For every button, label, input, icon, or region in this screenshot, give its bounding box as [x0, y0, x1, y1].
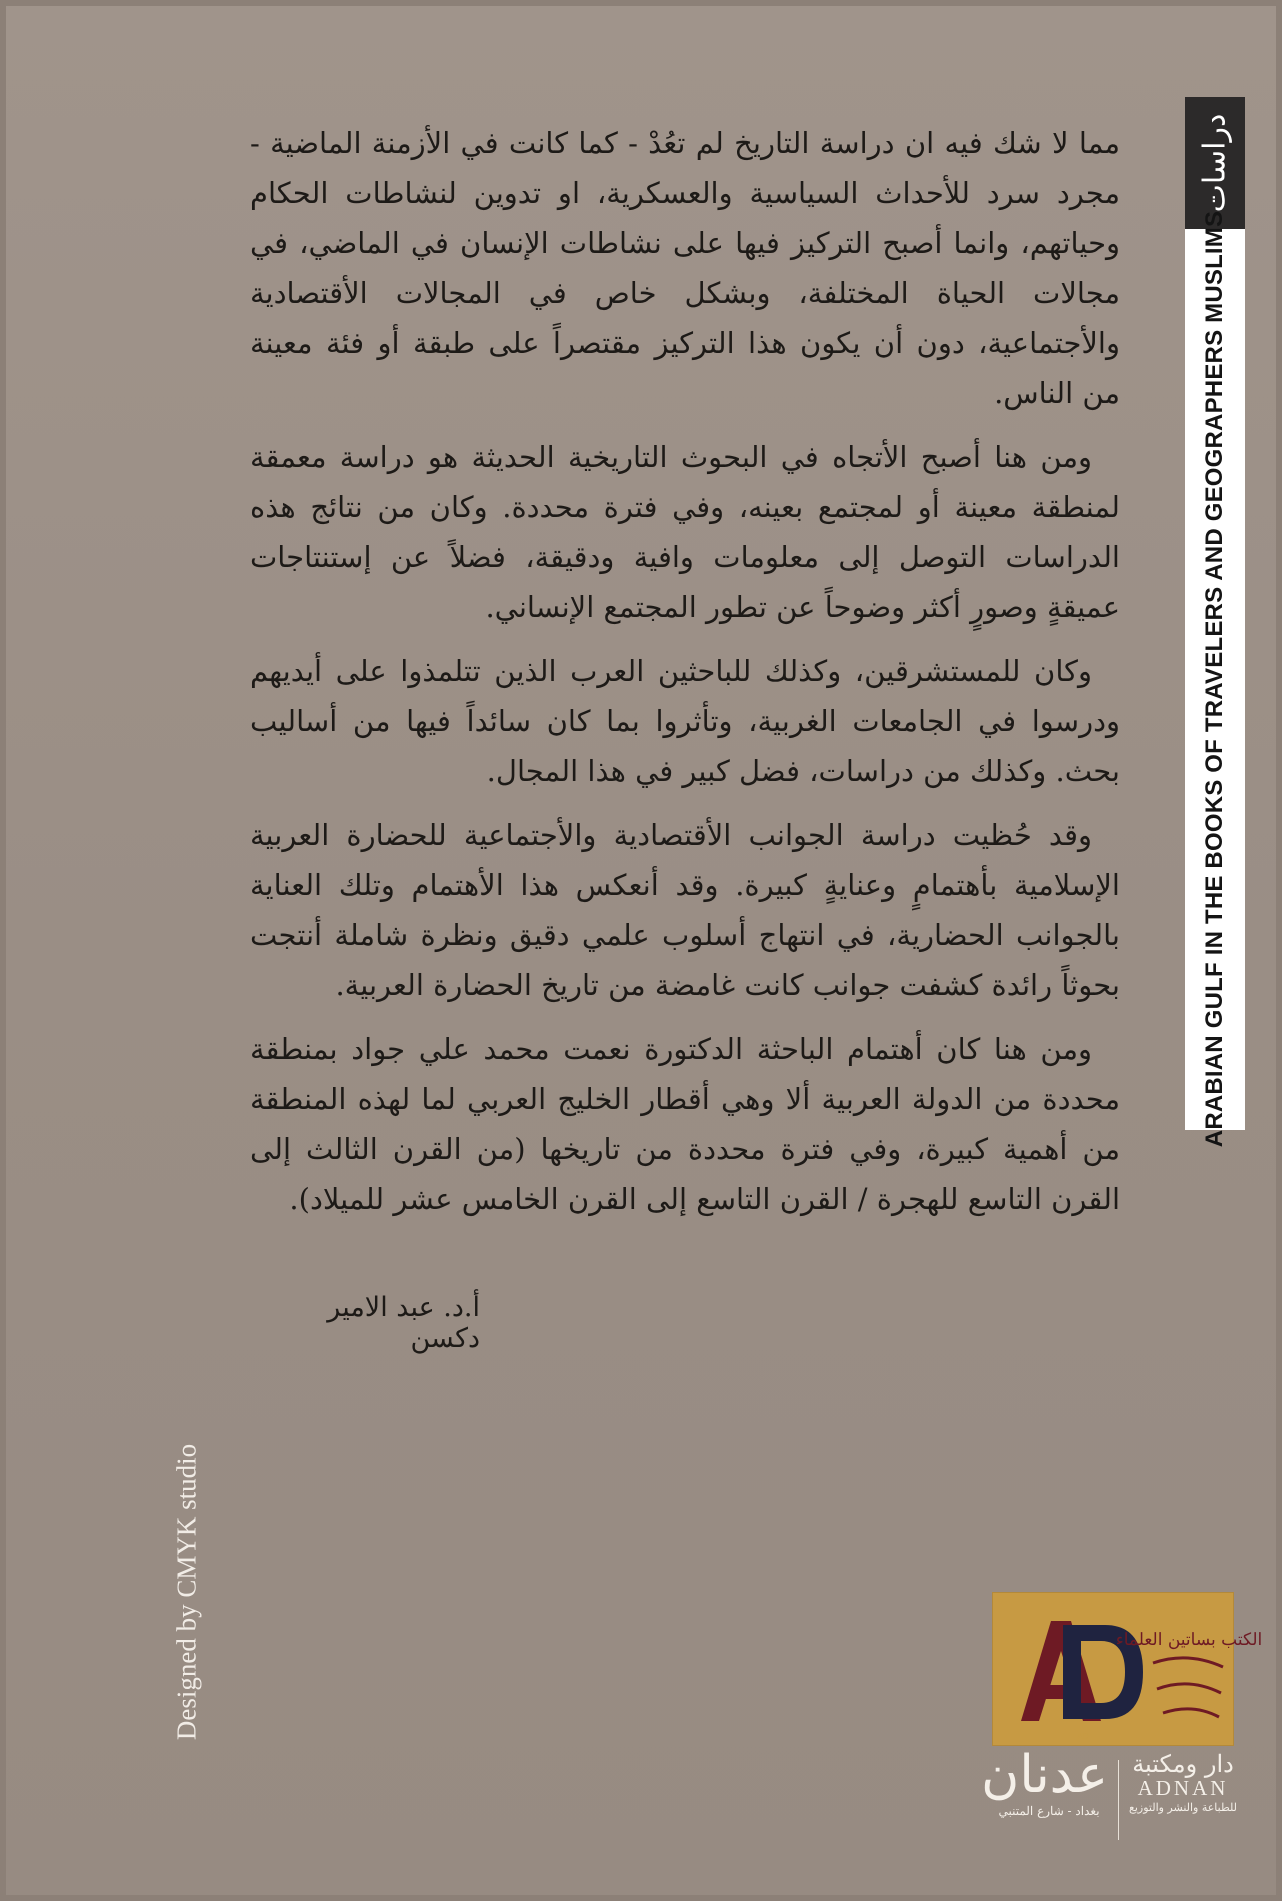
- designer-credit: Designed by CMYK studio: [171, 1443, 202, 1741]
- publisher-big-name: عدنان: [981, 1745, 1108, 1805]
- author-signature: [250, 1292, 1120, 1354]
- publisher-name-ar: دار ومكتبة: [1132, 1750, 1234, 1778]
- series-label-box: [1185, 97, 1245, 229]
- publisher-divider: [1118, 1760, 1119, 1840]
- blurb-paragraph-4: وقد حُظيت دراسة الجوانب الأقتصادية والأجتماعية للحضارة العربية الإسلامية بأهتمامٍ وعنايةٍ كبيرة. وقد أنعكس هذا الأهتمام وتلك العناية بالجوانب الحضارية، في انتهاج أسلوب علمي دقيق ونظرة شاملة أنتجت بحوثاً رائدة كشفت جوانب كانت غامضة من تاريخ الحضارة العربية.: [250, 818, 1120, 1002]
- series-label: دراسات: [1197, 113, 1233, 213]
- publisher-logo-mark: [993, 1593, 1263, 1745]
- blurb-paragraph-5: ومن هنا كان أهتمام الباحثة الدكتورة نعمت محمد علي جواد بمنطقة محددة من الدولة العربية ألا وهي أقطار الخليج العربي لما لهذه المنطقة من أهمية كبيرة، وفي فترة محددة من تاريخها (من القرن الثالث إلى القرن التاسع للهجرة / القرن التاسع إلى القرن الخامس عشر للميلاد).: [250, 1032, 1121, 1216]
- author-name: أ.د. عبد الامير دكسن: [327, 1292, 480, 1354]
- logo-calligraphy: الكتب بساتين العلماء: [1115, 1630, 1263, 1650]
- blurb-paragraph-1: مما لا شك فيه ان دراسة التاريخ لم تعُدْ - كما كانت في الأزمنة الماضية - مجرد سرد للأحداث السياسية والعسكرية، او تدوين لنشاطات الحكام وحياتهم، وانما أصبح التركيز فيها على نشاطات الإنسان في الماضي، في مجالات الحياة المختلفة، وبشكل خاص في المجالات الأقتصادية والأجتماعية، دون أن يكون هذا التركيز مقتصراً على طبقة أو فئة معينة من الناس.: [250, 126, 1120, 410]
- publisher-logo: [993, 1593, 1263, 1745]
- publisher-wordmark: [981, 1740, 1108, 1818]
- blurb-paragraph-3: وكان للمستشرقين، وكذلك للباحثين العرب الذين تتلمذوا على أيديهم ودرسوا في الجامعات الغربية، وتأثروا بما كان سائداً فيها من أساليب بحث. وكذلك من دراسات، فضل كبير في هذا المجال.: [250, 654, 1120, 788]
- publisher-imprint: [1128, 1750, 1238, 1814]
- blurb-paragraph-2: ومن هنا أصبح الأتجاه في البحوث التاريخية الحديثة هو دراسة معمقة لمنطقة معينة أو لمجتمع بعينه، وفي فترة محددة. وكان من نتائج هذه الدراسات التوصل إلى معلومات وافية ودقيقة، فضلاً عن إستنتاجات عميقةٍ وصورٍ أكثر وضوحاً عن تطور المجتمع الإنساني.: [250, 440, 1120, 624]
- blurb-text: [250, 118, 1120, 1238]
- publisher-city: بغداد - شارع المتنبي: [998, 1804, 1100, 1818]
- publisher-name-latin: ADNAN: [1137, 1776, 1229, 1800]
- series-title: ARABIAN GULF IN THE BOOKS OF TRAVELERS AND GEOGRAPHERS MUSLIMS: [1201, 210, 1228, 1148]
- logo-letters: AD: [1077, 1732, 1089, 1741]
- series-strip: [1185, 97, 1245, 1148]
- publisher-subtitle: للطباعة والنشر والتوزيع: [1128, 1801, 1237, 1814]
